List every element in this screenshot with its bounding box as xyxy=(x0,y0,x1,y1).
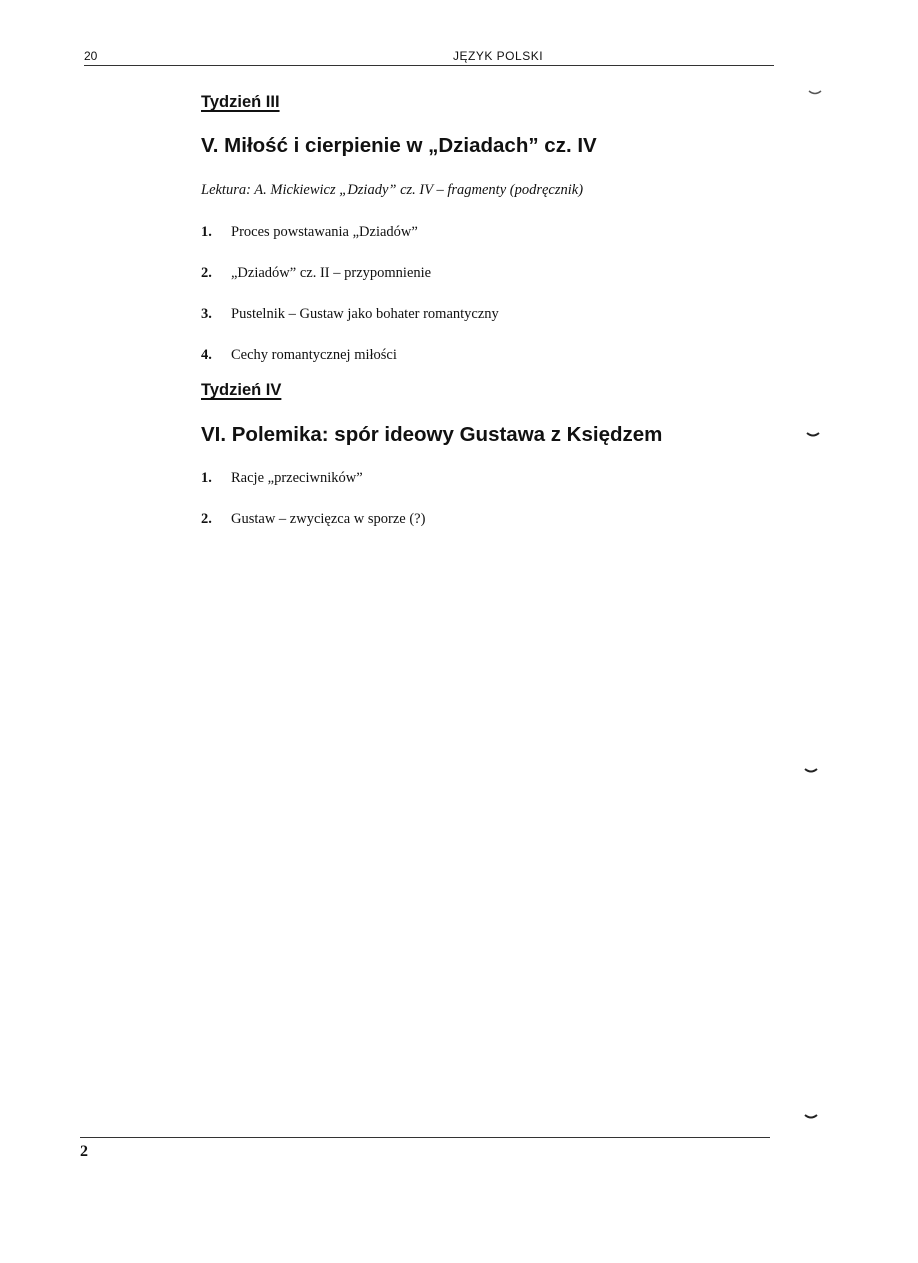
list-item-number: 1. xyxy=(201,470,212,486)
reading-note: Lektura: A. Mickiewicz „Dziady” cz. IV – fragmenty (podręcznik) xyxy=(201,182,584,198)
section-6-title: VI. Polemika: spór ideowy Gustawa z Księdzem xyxy=(201,423,663,446)
list-item-number: 3. xyxy=(201,306,212,322)
binding-mark-icon xyxy=(804,1114,818,1120)
list-item-text: Pustelnik – Gustaw jako bohater romantyczny xyxy=(231,306,499,322)
list-item-text: Proces powstawania „Dziadów” xyxy=(231,224,418,240)
header-page-number: 20 xyxy=(84,49,98,63)
list-item xyxy=(201,305,499,323)
list-item-number: 1. xyxy=(201,224,212,240)
binding-mark-icon xyxy=(804,768,818,774)
list-item xyxy=(201,264,431,282)
page-header xyxy=(84,49,774,66)
list-item-number: 2. xyxy=(201,511,212,527)
list-item xyxy=(201,346,397,364)
header-subject: JĘZYK POLSKI xyxy=(453,49,544,63)
footer-page-number: 2 xyxy=(80,1143,88,1160)
footer-rule xyxy=(80,1137,770,1138)
section-5-title: V. Miłość i cierpienie w „Dziadach” cz. IV xyxy=(201,134,597,157)
week-3-heading: Tydzień III xyxy=(201,93,280,111)
list-item-number: 2. xyxy=(201,265,212,281)
week-4-heading: Tydzień IV xyxy=(201,381,282,399)
list-item-text: Racje „przeciwników” xyxy=(231,470,363,486)
list-item xyxy=(201,469,363,487)
list-item-text: Cechy romantycznej miłości xyxy=(231,347,397,363)
list-item xyxy=(201,510,425,528)
list-item-text: Gustaw – zwycięzca w sporze (?) xyxy=(231,511,426,527)
list-item-text: „Dziadów” cz. II – przypomnienie xyxy=(231,265,432,281)
binding-mark-icon xyxy=(806,432,820,438)
binding-mark-icon xyxy=(808,90,822,96)
list-item xyxy=(201,223,418,241)
list-item-number: 4. xyxy=(201,347,212,363)
